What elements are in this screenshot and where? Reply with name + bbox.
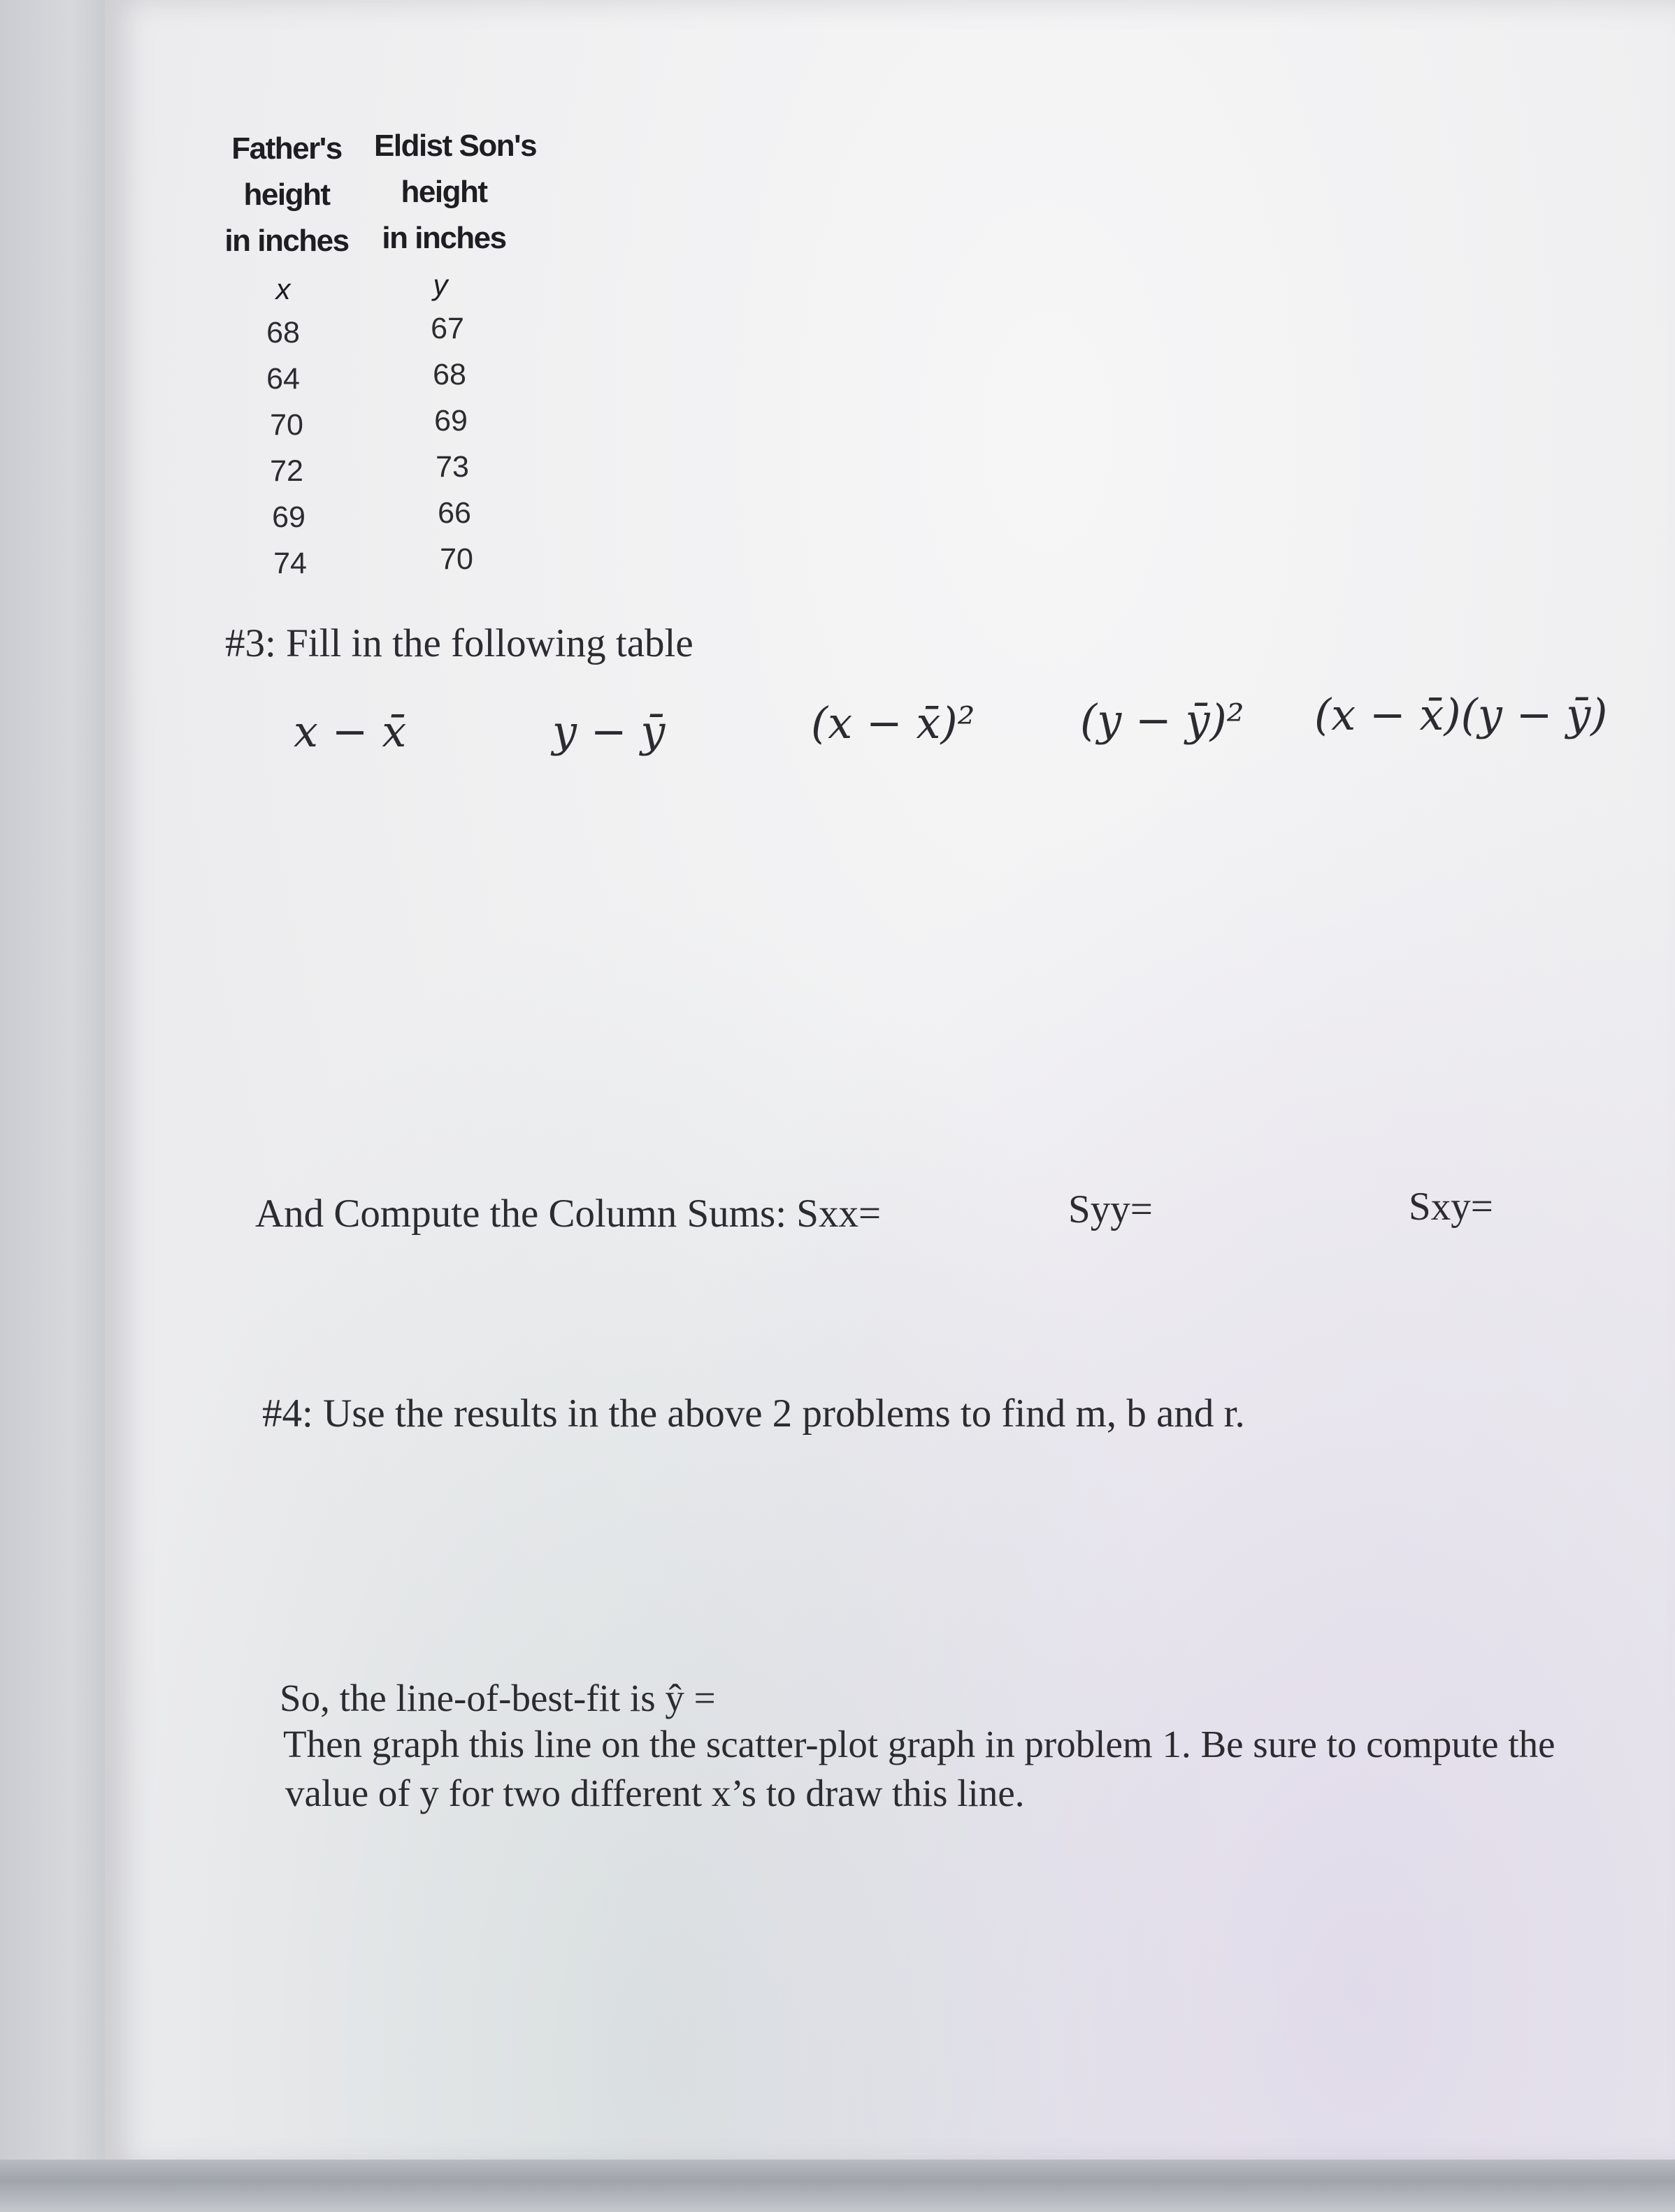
column-header-text: (y − ȳ)² — [1080, 695, 1244, 746]
table-cell-x: 64 — [266, 362, 300, 396]
table-cell-y: 69 — [434, 404, 468, 438]
monitor-bezel-bottom — [0, 2160, 1675, 2212]
header-line: Father's — [231, 131, 342, 166]
column-sums-syy-label: Syy= — [1068, 1187, 1153, 1231]
y-variable-label: y — [433, 268, 448, 301]
column-header-x-deviation-squared — [811, 697, 975, 749]
column-sums-sxy-label: Sxy= — [1409, 1185, 1493, 1229]
column-header-y-deviation — [552, 706, 665, 757]
best-fit-line-prompt: So, the line-of-best-fit is ŷ = — [280, 1677, 716, 1719]
graph-instruction-line-2: value of y for two different x’s to draw this line. — [285, 1772, 1025, 1814]
table-cell-x: 74 — [273, 547, 307, 580]
header-line: in inches — [224, 224, 349, 258]
table-cell-y: 66 — [438, 496, 471, 530]
header-line: Eldist Son's — [374, 129, 537, 163]
problem-4-title: #4: Use the results in the above 2 problems to find m, b and r. — [262, 1391, 1245, 1436]
column-header-y-deviation-squared — [1080, 695, 1244, 746]
problem-3-title: #3: Fill in the following table — [225, 621, 693, 665]
monitor-bezel-left — [0, 0, 119, 2212]
column-header-text: (x − x̄)² — [811, 697, 975, 749]
column-header-cross-product — [1314, 689, 1607, 740]
x-variable-label: x — [275, 273, 291, 305]
column-header-text: x − x̄ — [294, 706, 407, 757]
table-cell-x: 69 — [272, 500, 305, 534]
table-cell-x: 68 — [266, 316, 300, 349]
graph-instruction-line-1: Then graph this line on the scatter-plot graph in problem 1. Be sure to compute the — [283, 1723, 1555, 1765]
table-cell-y: 73 — [436, 450, 469, 484]
father-height-header — [217, 126, 357, 264]
table-cell-y: 67 — [431, 312, 464, 345]
header-line: in inches — [382, 221, 506, 255]
table-cell-y: 70 — [440, 542, 473, 576]
header-line: height — [243, 178, 330, 212]
column-header-text: y − ȳ — [552, 706, 666, 757]
column-header-text: (x − x̄)(y − ȳ) — [1314, 689, 1608, 740]
column-header-x-deviation — [294, 706, 406, 757]
header-line: height — [401, 175, 487, 209]
column-sums-sxx-label: And Compute the Column Sums: Sxx= — [255, 1192, 882, 1236]
table-cell-x: 70 — [270, 408, 303, 442]
son-height-header — [374, 123, 537, 261]
table-cell-x: 72 — [270, 454, 303, 488]
table-cell-y: 68 — [433, 358, 466, 391]
